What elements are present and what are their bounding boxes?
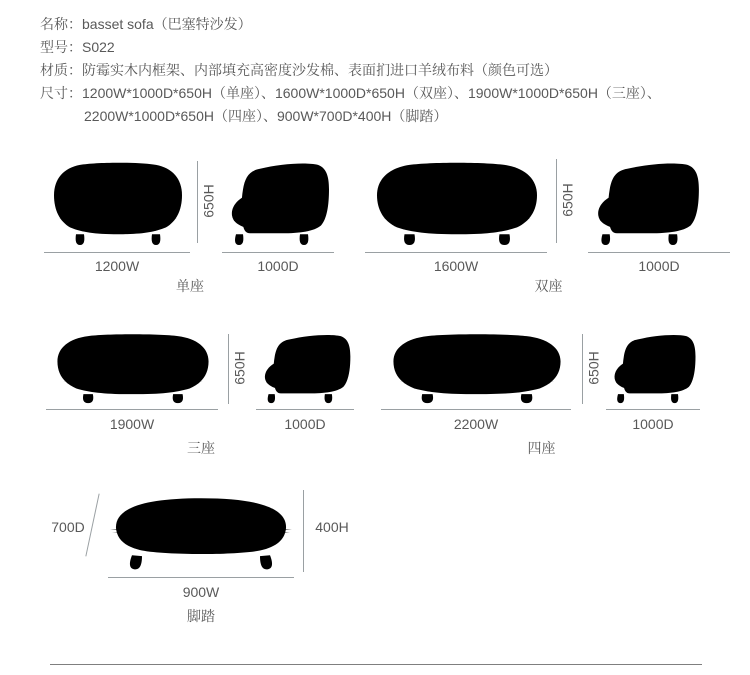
spec-line-material: 材质：防霉实木内框架、内部填充高密度沙发棉、表面扪进口羊绒布料（颜色可选） [40, 62, 558, 78]
spec-line-name: 名称：basset sofa（巴塞特沙发） [40, 16, 252, 32]
three-height-label: 650H [232, 351, 248, 385]
spec-line-sizes-2: 2200W*1000D*650H（四座）、900W*700D*400H（脚踏） [84, 108, 448, 124]
three-depth-label: 1000D [284, 416, 326, 432]
four-width-dim-line [381, 409, 571, 410]
spec-line-model: 型号：S022 [40, 39, 115, 55]
footstool-type-label: 脚踏 [187, 608, 215, 624]
three-width-dim-line [46, 409, 218, 410]
double-seat-side-drawing [590, 160, 702, 246]
double-type-label: 双座 [534, 278, 563, 294]
single-height-label: 650H [201, 184, 217, 218]
three-seat-front-drawing [48, 332, 218, 404]
spec-line-sizes-1: 尺寸：1200W*1000D*650H（单座）、1600W*1000D*650H（双座）、1900W*1000D*650H（三座）、 [40, 85, 661, 101]
single-type-label: 单座 [176, 278, 204, 294]
spec-header [40, 13, 661, 128]
bottom-divider [50, 664, 702, 665]
footstool-width-dim-line [108, 577, 294, 578]
footstool-width-label: 900W [182, 584, 220, 600]
three-width-label: 1900W [109, 416, 155, 432]
footstool-height-label: 400H [315, 519, 349, 535]
footstool-height-dim-line [303, 490, 304, 572]
double-height-label: 650H [560, 183, 576, 217]
footstool-depth-label: 700D [51, 519, 85, 535]
four-height-dim-line [582, 334, 583, 404]
four-width-label: 2200W [453, 416, 499, 432]
single-depth-dim-line [222, 252, 334, 253]
double-seat-front-drawing [367, 160, 547, 246]
single-width-label: 1200W [94, 258, 140, 274]
double-depth-dim-line [588, 252, 730, 253]
three-depth-dim-line [256, 409, 354, 410]
four-type-label: 四座 [527, 440, 556, 456]
three-height-dim-line [228, 334, 229, 404]
four-height-label: 650H [586, 351, 602, 385]
double-width-label: 1600W [433, 258, 479, 274]
single-depth-label: 1000D [257, 258, 299, 274]
four-seat-front-drawing [383, 332, 571, 404]
four-seat-side-drawing [608, 332, 698, 404]
single-height-dim-line [197, 161, 198, 243]
three-seat-side-drawing [258, 332, 353, 404]
double-height-dim-line [556, 159, 557, 243]
four-depth-dim-line [606, 409, 700, 410]
single-seat-front-drawing [46, 160, 190, 246]
three-type-label: 三座 [187, 440, 215, 456]
four-depth-label: 1000D [632, 416, 674, 432]
single-seat-side-drawing [224, 160, 332, 246]
double-depth-label: 1000D [638, 258, 680, 274]
double-width-dim-line [365, 252, 547, 253]
single-width-dim-line [44, 252, 190, 253]
footstool-front-drawing [108, 488, 294, 572]
